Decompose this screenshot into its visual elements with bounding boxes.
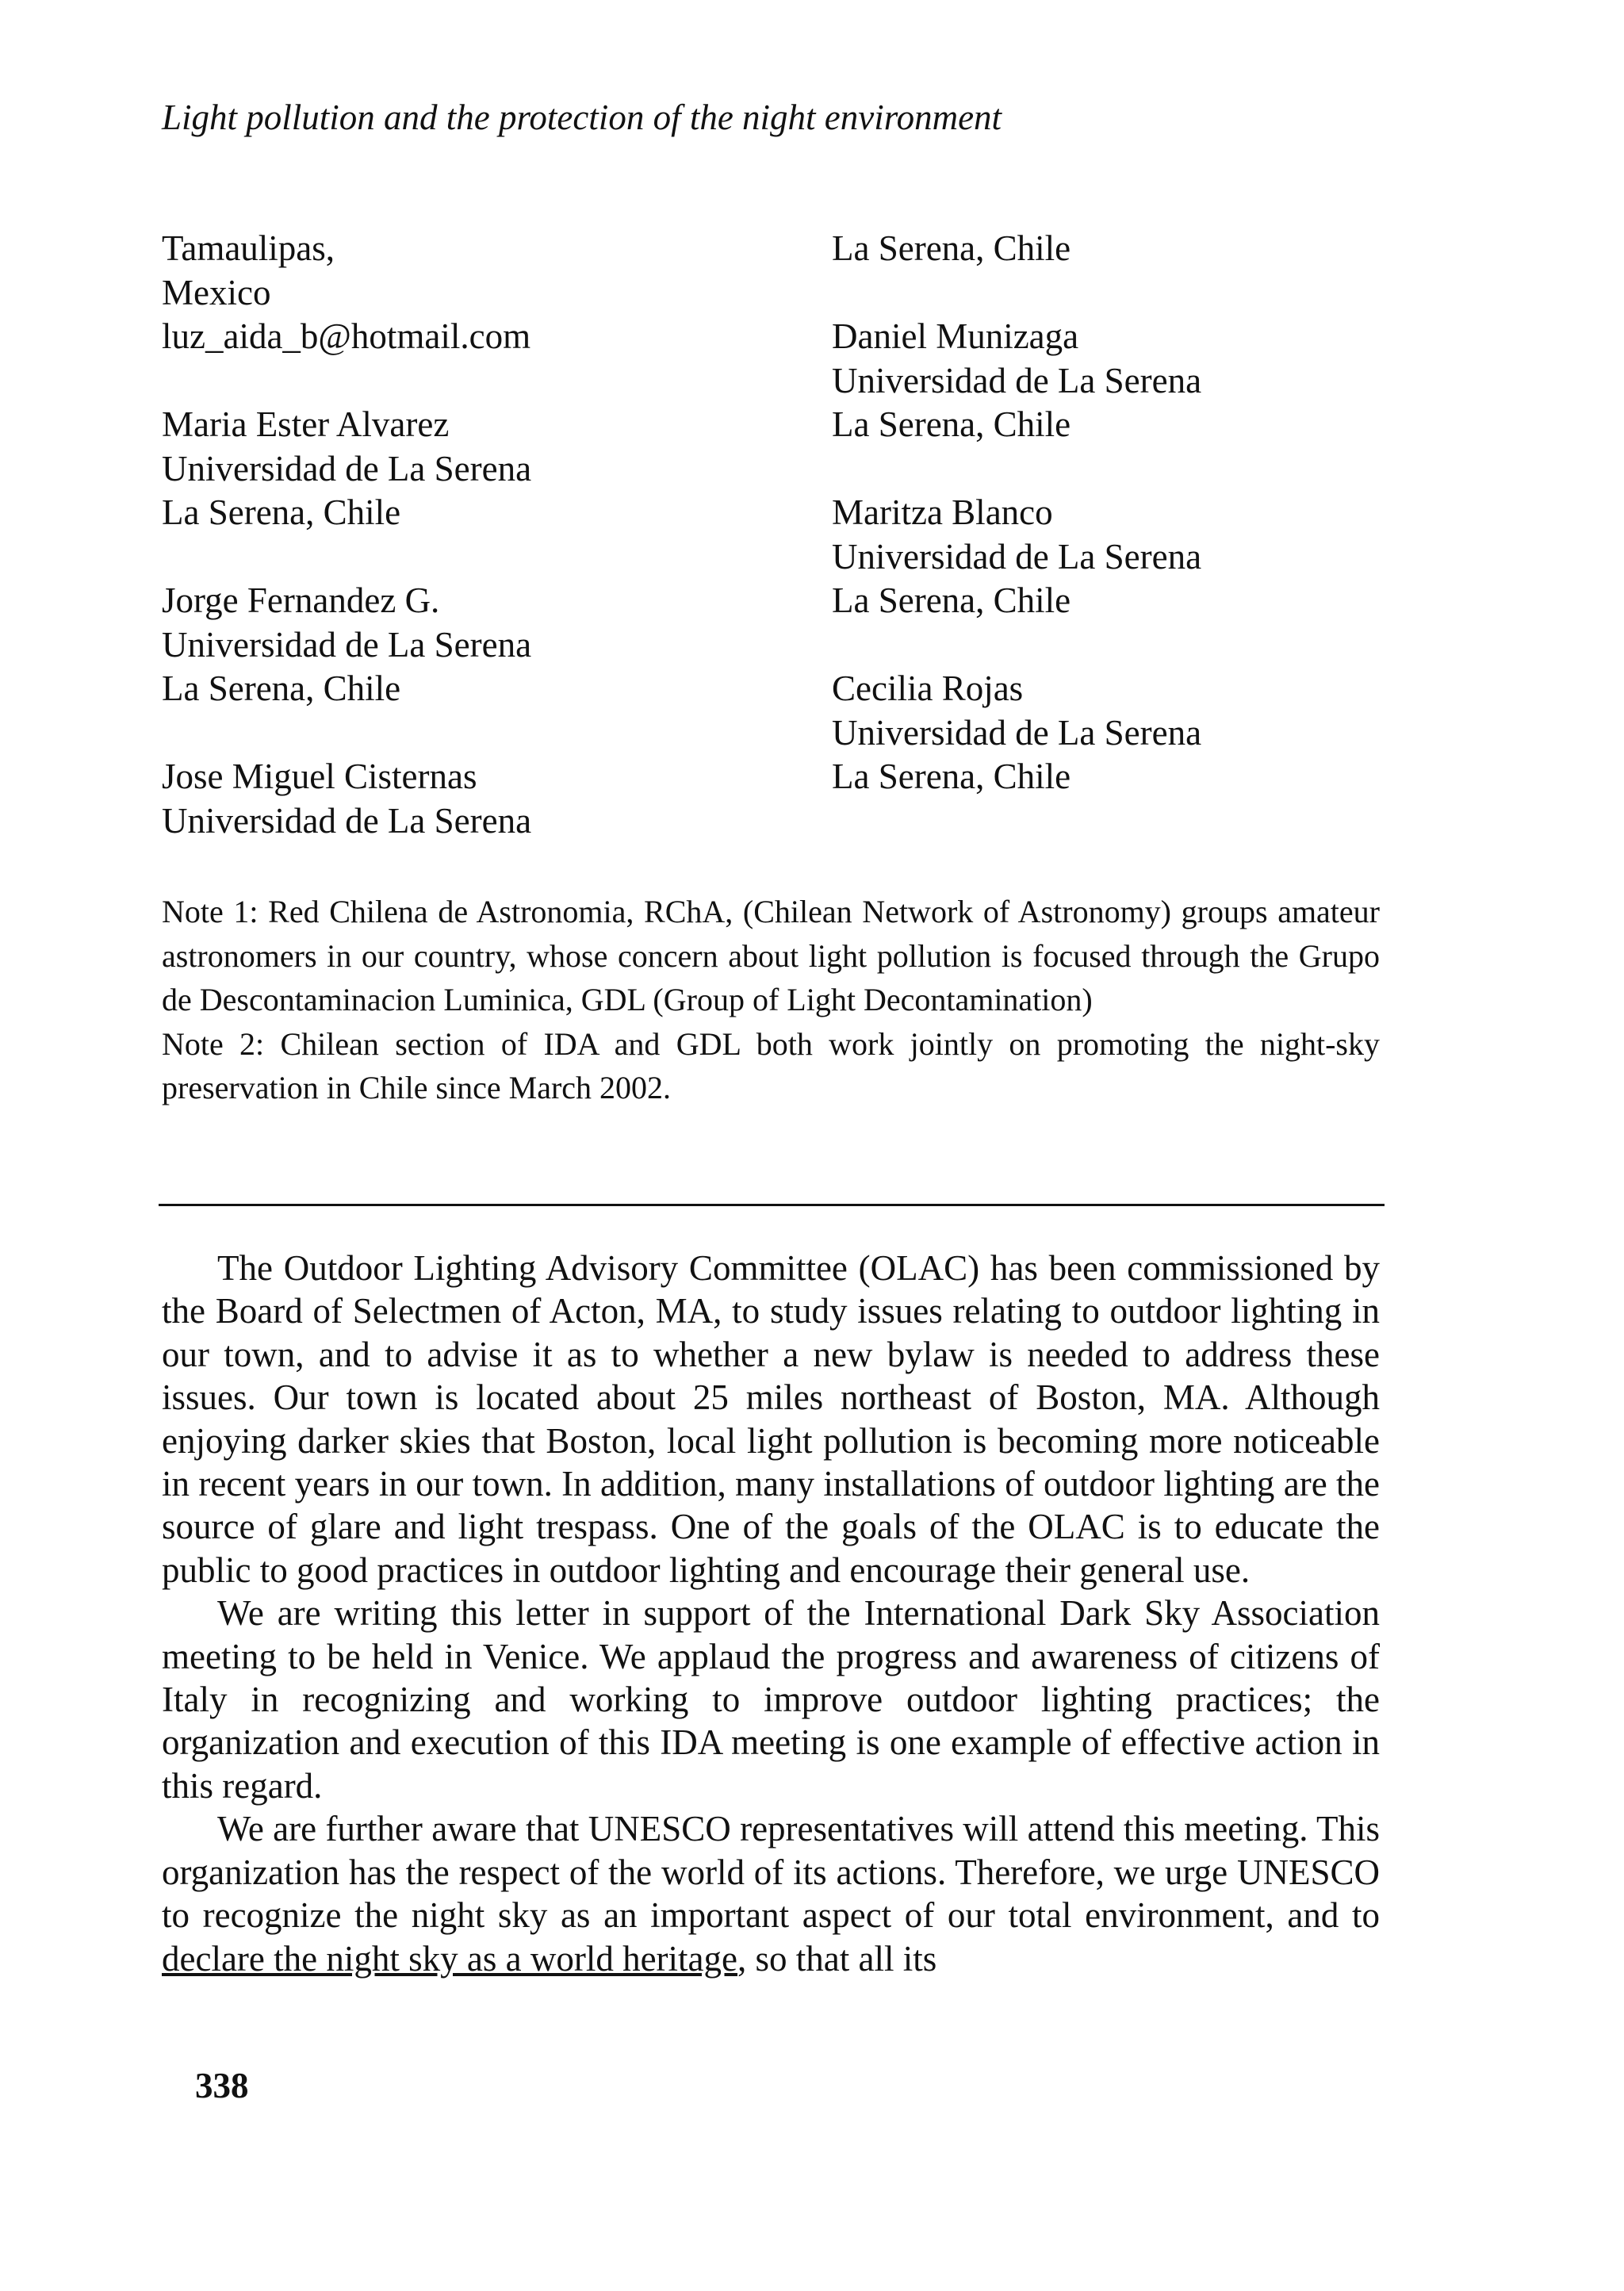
address-line: La Serena, Chile — [832, 757, 1071, 796]
address-line: luz_aida_b@hotmail.com — [162, 316, 531, 356]
paragraph-2: We are writing this letter in support of the International Dark Sky Association meeting to be held in Venice. We applaud the progress and awareness of citizens of Italy in recognizing and working to improve outdoor lighting practices; the organization and execution of this IDA meeting is one example of effective action in this regard. — [162, 1593, 1380, 1806]
address-spacer — [832, 271, 1466, 316]
paragraph-3-end: , so that all its — [737, 1938, 937, 1979]
notes-block — [162, 890, 1380, 1110]
address-line: Jorge Fernandez G. — [162, 580, 440, 620]
address-spacer — [162, 359, 796, 404]
address-line: Universidad de La Serena — [162, 800, 532, 841]
address-line: Daniel Munizaga — [832, 316, 1079, 356]
address-line: La Serena, Chile — [832, 580, 1071, 620]
address-line: La Serena, Chile — [162, 492, 401, 532]
address-line: Mexico — [162, 272, 271, 312]
address-column-right — [832, 227, 1466, 799]
address-spacer — [162, 535, 796, 580]
address-line: La Serena, Chile — [832, 404, 1071, 444]
address-column-left — [162, 227, 796, 843]
address-line: Universidad de La Serena — [162, 448, 532, 488]
address-line: Universidad de La Serena — [832, 360, 1202, 400]
paragraph-3-start: We are further aware that UNESCO representatives will attend this meeting. This organization has the respect of the world of its actions. Therefore, we urge UNESCO to recognize the night sky as an important aspect of our total environment, and to — [162, 1809, 1380, 1936]
address-line: Universidad de La Serena — [832, 712, 1202, 753]
address-line: Jose Miguel Cisternas — [162, 757, 477, 796]
address-line: Universidad de La Serena — [832, 536, 1202, 577]
address-line: Maria Ester Alvarez — [162, 404, 450, 444]
address-line: Tamaulipas, — [162, 228, 335, 268]
note-1: Note 1: Red Chilena de Astronomia, RChA, (Chilean Network of Astronomy) groups amateur astronomers in our country, whose concern about light pollution is focused through the Grupo de Descontaminacion Luminica, GDL (Group of Light Decontamination) — [162, 894, 1380, 1017]
address-spacer — [832, 447, 1466, 492]
page-number: 338 — [195, 2066, 249, 2105]
running-header: Light pollution and the protection of the night environment — [162, 98, 1002, 137]
section-divider — [159, 1204, 1385, 1206]
address-line: La Serena, Chile — [162, 669, 401, 708]
paragraph-1: The Outdoor Lighting Advisory Committee (OLAC) has been commissioned by the Board of Selectmen of Acton, MA, to study issues relating to outdoor lighting in our town, and to advise it as to whether a new bylaw is needed to address these issues. Our town is located about 25 miles northeast of Boston, MA. Although enjoying darker skies that Boston, local light pollution is becoming more noticeable in recent years in our town. In addition, many installations of outdoor lighting are the source of glare and light trespass. One of the goals of the OLAC is to educate the public to good practices in outdoor lighting and encourage their general use. — [162, 1248, 1380, 1590]
address-line: Universidad de La Serena — [162, 624, 532, 665]
address-spacer — [162, 711, 796, 756]
note-2: Note 2: Chilean section of IDA and GDL both work jointly on promoting the night-sky preservation in Chile since March 2002. — [162, 1025, 1380, 1105]
address-line: Maritza Blanco — [832, 492, 1053, 532]
address-line: La Serena, Chile — [832, 228, 1071, 268]
letter-body — [162, 1247, 1380, 1980]
paragraph-3 — [162, 1807, 1380, 1980]
world-heritage-phrase: declare the night sky as a world heritage — [162, 1938, 737, 1979]
address-line: Cecilia Rojas — [832, 669, 1024, 708]
address-spacer — [832, 623, 1466, 668]
